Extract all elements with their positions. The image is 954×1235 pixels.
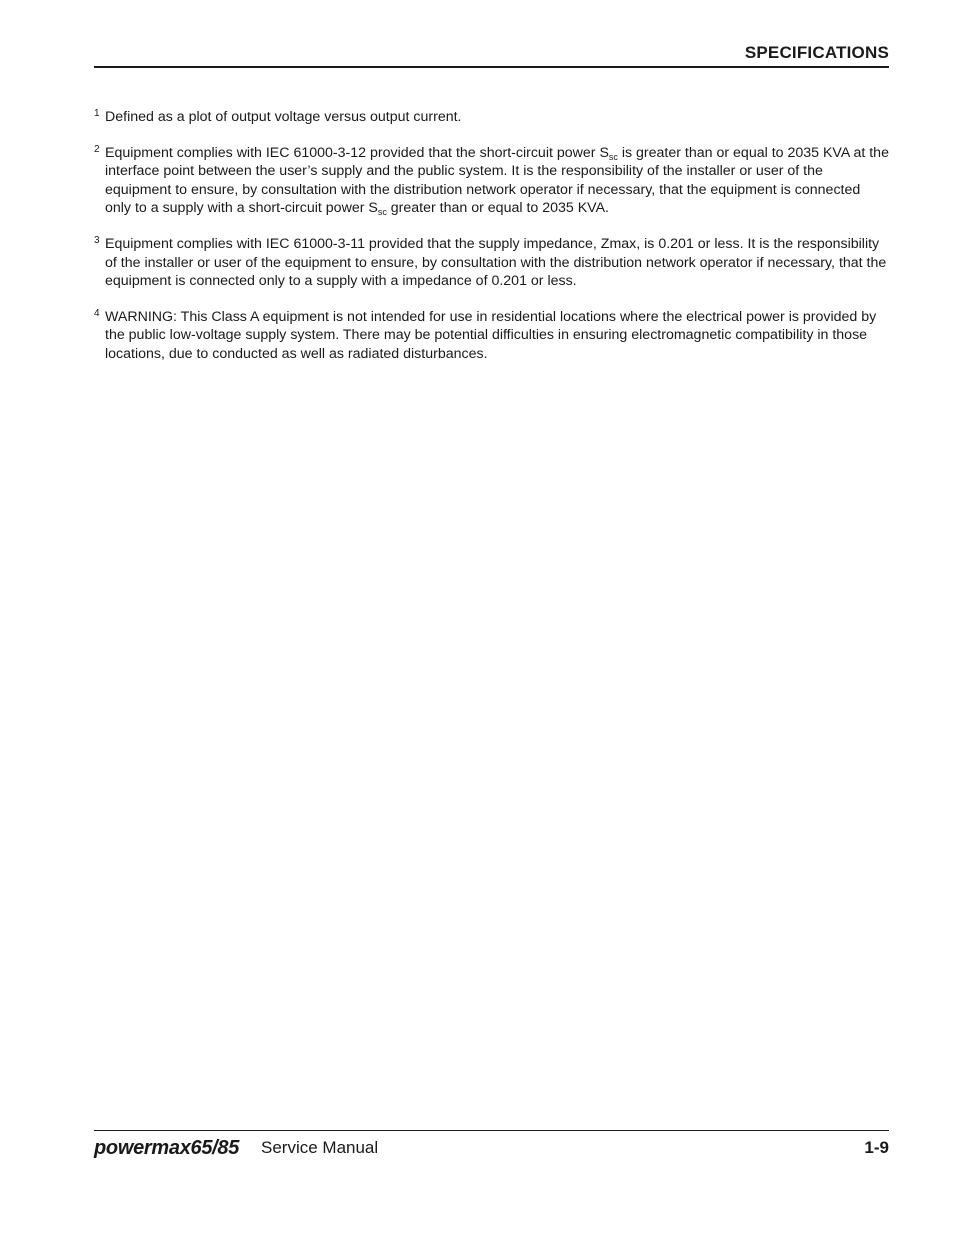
manual-label: Service Manual [261, 1138, 379, 1157]
footnote-text: WARNING: This Class A equipment is not intended for use in residential locations where the electrical power is provided by the public low-voltage supply system. There may be potential difficulties in ensuring electromagnetic compatibility in those locations, due to conducted as well as radiated disturbances. [105, 308, 877, 362]
footnote-2 [94, 144, 889, 218]
subscript-sc: sc [377, 207, 387, 218]
footnotes [94, 108, 889, 381]
page-footer [94, 1130, 889, 1163]
footnote-text: Defined as a plot of output voltage versus output current. [105, 109, 462, 125]
subscript-sc: sc [608, 151, 618, 162]
footnote-number: 3 [94, 234, 100, 246]
footnote-number: 1 [94, 108, 100, 119]
footnote-1 [94, 108, 889, 127]
footnote-text: Equipment complies with IEC 61000-3-11 provided that the supply impedance, Zmax, is 0.201 or less. It is the responsibility of the installer or user of the equipment to ensure, by consultation with the distribution network operator if necessary, that the equipment is connected only to a supply with a impedance of 0.201 or less. [105, 235, 887, 290]
footnote-4 [94, 308, 889, 364]
footnote-text: is greater than or equal to 2035 KVA at the interface point between the user’s supply and the public system. It is the responsibility of the installer or user of the equipment to ensure, by consultation with the distribution network operator if necessary, that the equipment is connected only to a supply with a short-circuit power S [105, 144, 889, 217]
section-title: SPECIFICATIONS [744, 43, 889, 62]
footnote-text: greater than or equal to 2035 KVA. [386, 200, 610, 217]
page-number: 1-9 [864, 1138, 889, 1157]
brand-logo: powermax65/85 [94, 1137, 240, 1159]
footnote-3 [94, 235, 889, 291]
footnote-number: 4 [94, 307, 100, 319]
footnote-text: Equipment complies with IEC 61000-3-12 provided that the short-circuit power S [105, 144, 609, 161]
page-header [94, 42, 889, 68]
footnote-number: 2 [94, 143, 100, 155]
